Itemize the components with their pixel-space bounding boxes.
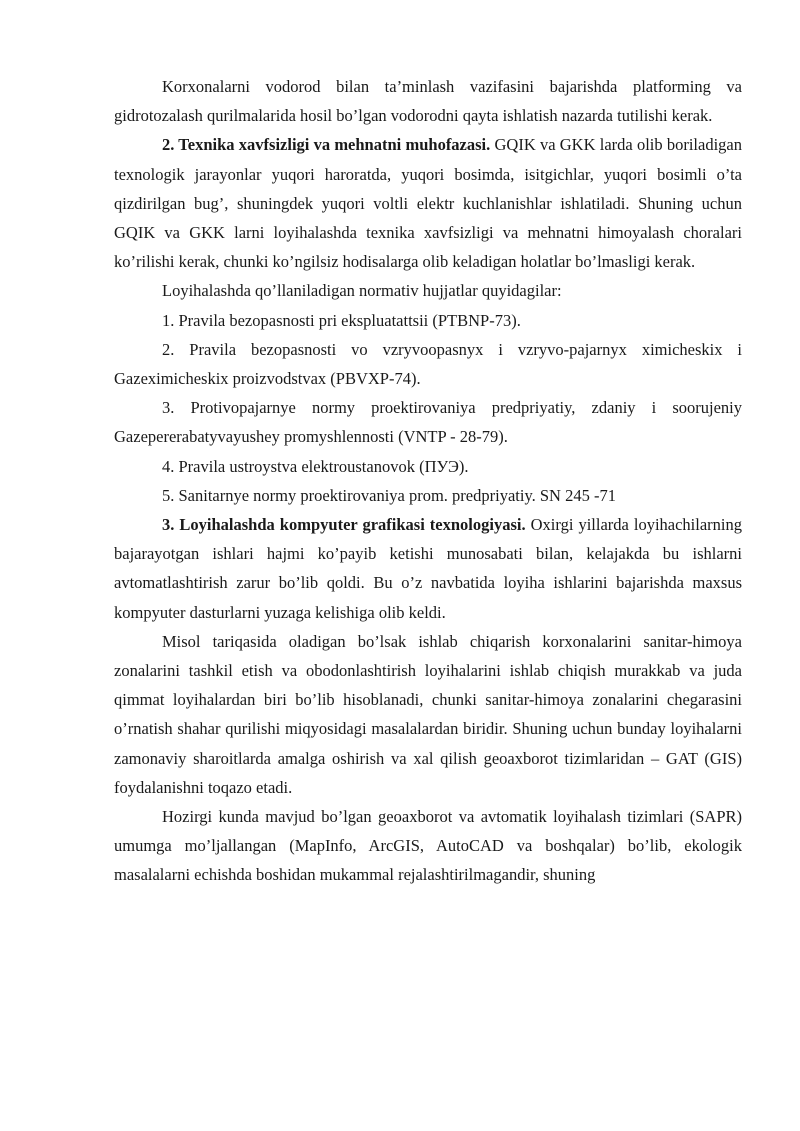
list-item-2 (114, 335, 742, 393)
paragraph-gis-sapr (114, 802, 742, 890)
paragraph-normative-intro (114, 276, 742, 305)
list-item-text: 1. Pravila bezopasnosti pri ekspluatattsii (PTBNP-73). (162, 310, 521, 330)
list-item-text: 4. Pravila ustroystva elektroustanovok (ПУЭ). (162, 456, 469, 476)
document-page (114, 72, 742, 890)
paragraph-safety (114, 130, 742, 276)
list-item-3 (114, 393, 742, 451)
section-heading-computer-graphics: 3. Loyihalashda kompyuter grafikasi texnologiyasi. (162, 515, 526, 535)
list-item-4 (114, 452, 742, 481)
paragraph-text: GQIK va GKK larda olib boriladigan texnologik jarayonlar yuqori haroratda, yuqori bosimda, isitgichlar, yuqori bosimli o’ta qizdirilgan bug’, shuningdek yuqori voltli elektr kuchlanishlar ishlatiladi. Shuning uchun GQIK va GKK larni loyihalashda texnika xavfsizligi va mehnatni himoyalash choralari ko’rilishi kerak, chunki ko’ngilsiz hodisalarga olib keladigan holatlar bo’lmasligi kerak. (114, 135, 742, 272)
list-item-1 (114, 306, 742, 335)
section-heading-safety: 2. Texnika xavfsizligi va mehnatni muhofazasi. (162, 135, 491, 155)
list-item-text: 3. Protivopajarnye normy proektirovaniya predpriyatiy, zdaniy i soorujeniy Gazepererabatyvayushey promyshlennosti (VNTP - 28-79). (114, 398, 742, 447)
paragraph-text: Hozirgi kunda mavjud bo’lgan geoaxborot va avtomatik loyihalash tizimlari (SAPR) umumga mo’ljallangan (MapInfo, ArcGIS, AutoCAD va boshqalar) bo’lib, ekologik masalalarni echishda boshidan mukammal rejalashtirilmagandir, shuning (114, 807, 742, 885)
paragraph-text: Misol tariqasida oladigan bo’lsak ishlab chiqarish korxonalarini sanitar-himoya zonalarini tashkil etish va obodonlashtirish loyihalarini ishlab chiqish murakkab va juda qimmat loyihalardan biri bo’lib hisoblanadi, chunki sanitar-himoya zonalarini chegarasini o’rnatish shahar qurilishi miqyosidagi masalalardan biridir. Shuning uchun bunday loyihalarni zamonaviy sharoitlarda amalga oshirish va xal qilish geoaxborot tizimlaridan – GAT (GIS) foydalanishni toqazo etadi. (114, 631, 742, 797)
paragraph-computer-graphics (114, 510, 742, 627)
list-item-text: 2. Pravila bezopasnosti vo vzryvoopasnyx i vzryvo-pajarnyx ximicheskix i Gazeximicheskix proizvodstvax (PBVXP-74). (114, 339, 742, 389)
list-item-5 (114, 481, 742, 510)
paragraph-sanitary-zones (114, 627, 742, 802)
list-item-text: 5. Sanitarnye normy proektirovaniya prom. predpriyatiy. SN 245 -71 (162, 485, 616, 505)
paragraph-text: Loyihalashda qo’llaniladigan normativ hujjatlar quyidagilar: (162, 281, 562, 301)
paragraph-text: Korxonalarni vodorod bilan ta’minlash vazifasini bajarishda platforming va gidrotozalash qurilmalarida hosil bo’lgan vodorodni qayta ishlatish nazarda tutilishi kerak. (114, 77, 742, 126)
paragraph-text: Oxirgi yillarda loyihachilarning bajarayotgan ishlari hajmi ko’payib ketishi munosabati bilan, kelajakda bu ishlarni avtomatlashtirish zarur bo’lib qoldi. Bu o’z navbatida loyiha ishlarini bajarishda maxsus kompyuter dasturlarni yuzaga kelishiga olib keldi. (114, 515, 743, 622)
paragraph-hydrogen-supply (114, 72, 742, 130)
